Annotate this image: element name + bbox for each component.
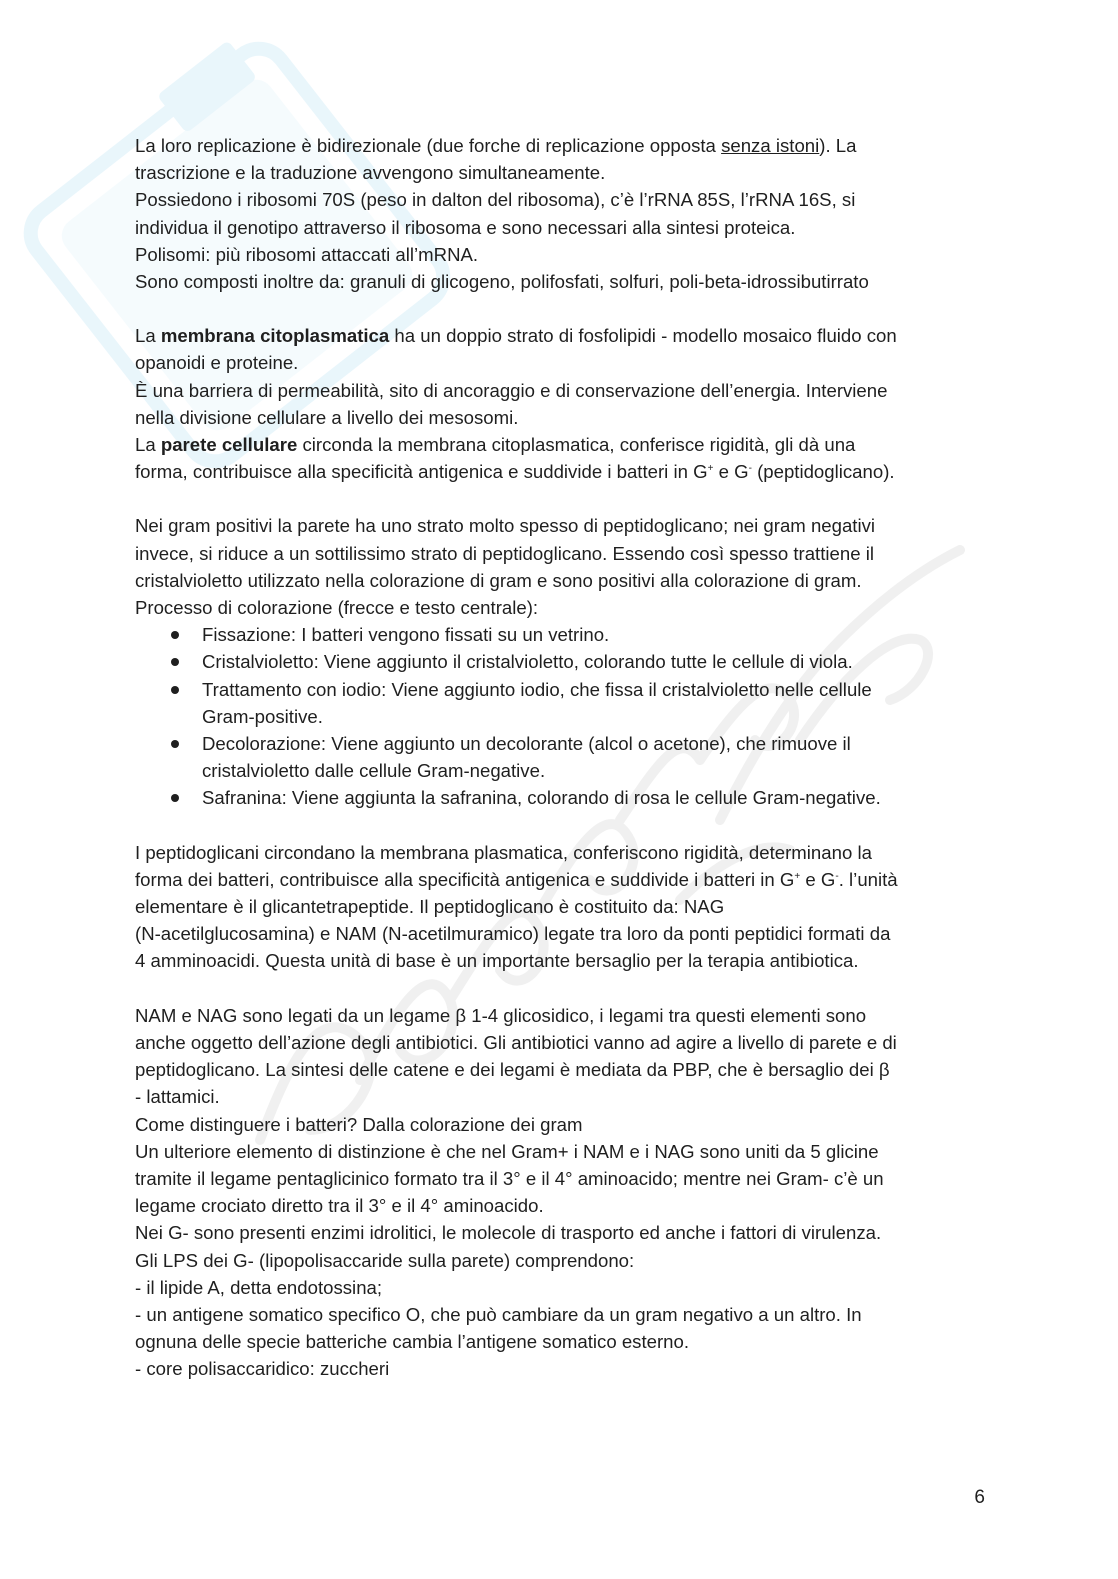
paragraph-spacer	[135, 295, 985, 322]
text-line: anche oggetto dell’azione degli antibiotici. Gli antibiotici vanno ad agire a livello di parete e di	[135, 1031, 897, 1053]
text-line: Possiedono i ribosomi 70S (peso in dalton del ribosoma), c’è l’rRNA 85S, l’rRNA 16S, si	[135, 189, 856, 211]
text-line: - lattamici.	[135, 1086, 220, 1108]
text-line: Come distinguere i batteri? Dalla colorazione dei gram	[135, 1113, 583, 1135]
list-item: Safranina: Viene aggiunta la safranina, colorando di rosa le cellule Gram-negative.	[171, 784, 985, 811]
bold-term: parete cellulare	[160, 434, 298, 456]
text-line: legame crociato diretto tra il 3° e il 4° aminoacido.	[135, 1195, 544, 1217]
text-line: Processo di colorazione (frecce e testo centrale):	[135, 597, 539, 619]
text-line: forma dei batteri, contribuisce alla specificità antigenica e suddivide i batteri in G+ e G-. l’unità	[135, 868, 898, 890]
text-line: - il lipide A, detta endotossina;	[135, 1276, 383, 1298]
text-line: peptidoglicano. La sintesi delle catene e dei legami è mediata da PBP, che è bersaglio dei β	[135, 1059, 890, 1081]
text-line: - core polisaccaridico: zuccheri	[135, 1358, 390, 1380]
text-line: invece, si riduce a un sottilissimo strato di peptidoglicano. Essendo così spesso trattiene il	[135, 542, 874, 564]
list-item: Cristalvioletto: Viene aggiunto il cristalvioletto, colorando tutte le cellule di viola.	[171, 648, 985, 675]
text-line: Gli LPS dei G- (lipopolisaccaride sulla parete) comprendono:	[135, 1249, 635, 1271]
paragraph-spacer	[135, 975, 985, 1002]
bullet-icon	[171, 686, 179, 694]
paragraph-spacer	[135, 485, 985, 512]
text-line: Nei gram positivi la parete ha uno strato molto spesso di peptidoglicano; nei gram negativi	[135, 515, 876, 537]
text-line: Un ulteriore elemento di distinzione è che nel Gram+ i NAM e i NAG sono uniti da 5 glicine	[135, 1140, 879, 1162]
text-line: nella divisione cellulare a livello dei mesosomi.	[135, 406, 519, 428]
list-item: Fissazione: I batteri vengono fissati su un vetrino.	[171, 621, 985, 648]
document-body	[135, 132, 985, 1383]
text-line: È una barriera di permeabilità, sito di ancoraggio e di conservazione dell’energia. Interviene	[135, 379, 888, 401]
text-line: Sono composti inoltre da: granuli di glicogeno, polifosfati, solfuri, poli-beta-idrossibutirrato	[135, 271, 869, 293]
text-line: elementare è il glicantetrapeptide. Il peptidoglicano è costituito da: NAG	[135, 896, 725, 918]
text-line: tramite il legame pentaglicinico formato tra il 3° e il 4° aminoacido; mentre nei Gram- c’è un	[135, 1167, 884, 1189]
text-line: cristalvioletto utilizzato nella colorazione di gram e sono positivi alla colorazione di gram.	[135, 569, 862, 591]
text-line: La parete cellulare circonda la membrana citoplasmatica, conferisce rigidità, gli dà una	[135, 434, 856, 456]
underlined-text: senza istoni	[721, 135, 820, 156]
bullet-icon	[171, 740, 179, 748]
text-line: (N-acetilglucosamina) e NAM (N-acetilmuramico) legate tra loro da ponti peptidici formati da	[135, 923, 891, 945]
bullet-icon	[171, 631, 179, 639]
text-line: Polisomi: più ribosomi attaccati all’mRNA.	[135, 243, 479, 265]
bullet-icon	[171, 658, 179, 666]
text-line: La loro replicazione è bidirezionale (due forche di replicazione opposta senza istoni). La	[135, 135, 857, 156]
text-line: forma, contribuisce alla specificità antigenica e suddivide i batteri in G+ e G- (peptidoglicano).	[135, 461, 895, 483]
page-number: 6	[974, 1487, 985, 1508]
text-line: - un antigene somatico specifico O, che può cambiare da un gram negativo a un altro. In	[135, 1303, 862, 1325]
text-line: 4 amminoacidi. Questa unità di base è un importante bersaglio per la terapia antibiotica.	[135, 950, 859, 972]
bullet-icon	[171, 794, 179, 802]
list-item: Trattamento con iodio: Viene aggiunto iodio, che fissa il cristalvioletto nelle cellule Gram-positive.	[171, 676, 985, 730]
text-line: opanoidi e proteine.	[135, 352, 299, 374]
paragraph-spacer	[135, 812, 985, 839]
staining-steps-list	[135, 621, 985, 811]
text-line: ognuna delle specie batteriche cambia l’antigene somatico esterno.	[135, 1331, 690, 1353]
text-line: NAM e NAG sono legati da un legame β 1-4 glicosidico, i legami tra questi elementi sono	[135, 1004, 867, 1026]
text-line: La membrana citoplasmatica ha un doppio strato di fosfolipidi - modello mosaico fluido con	[135, 325, 897, 347]
list-item: Decolorazione: Viene aggiunto un decolorante (alcol o acetone), che rimuove il cristalvioletto dalle cellule Gram-negative.	[171, 730, 985, 784]
text-line: I peptidoglicani circondano la membrana plasmatica, conferiscono rigidità, determinano la	[135, 841, 872, 863]
text-line: Nei G- sono presenti enzimi idrolitici, le molecole di trasporto ed anche i fattori di virulenza.	[135, 1222, 882, 1244]
text-line: individua il genotipo attraverso il ribosoma e sono necessari alla sintesi proteica.	[135, 216, 796, 238]
text-line: trascrizione e la traduzione avvengono simultaneamente.	[135, 162, 606, 184]
bold-term: membrana citoplasmatica	[160, 325, 390, 347]
